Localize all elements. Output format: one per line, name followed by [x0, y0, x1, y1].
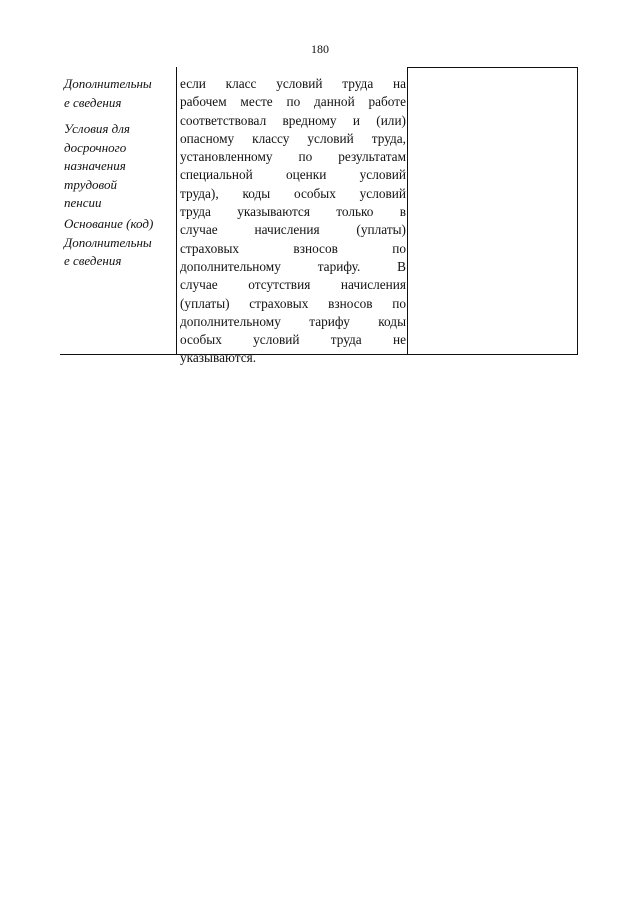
page-number: 180	[311, 42, 329, 56]
description-line: случае начисления (уплаты)	[180, 222, 406, 238]
description-text	[180, 75, 406, 368]
field-label-early-pension-conditions	[64, 120, 130, 213]
field-label-line: Основание (код)	[64, 216, 154, 231]
field-label-line: Дополнительны	[64, 234, 152, 250]
field-label-additional-info	[64, 75, 152, 112]
description-line: (уплаты) страховых взносов по	[180, 295, 406, 311]
table-cell-description	[176, 67, 407, 366]
description-line: труда), коды особых условий	[180, 185, 406, 201]
description-line: установленному по результатам	[180, 149, 406, 165]
field-label-line: Условия для	[64, 121, 130, 136]
description-line: случае отсутствия начисления	[180, 277, 406, 293]
description-line: дополнительному тарифу коды	[180, 313, 406, 329]
description-line: опасному классу условий труда,	[180, 130, 406, 146]
description-line: страховых взносов по	[180, 240, 406, 256]
description-line: указываются.	[180, 350, 257, 366]
table-cell-empty	[407, 67, 578, 355]
table-cell-field-name	[60, 67, 176, 355]
description-line: специальной оценки условий	[180, 167, 406, 183]
description-line: дополнительному тарифу. В	[180, 258, 406, 274]
field-label-line: досрочного	[64, 139, 127, 155]
field-label-line: пенсии	[64, 195, 102, 210]
field-label-line: е сведения	[64, 253, 122, 268]
field-label-line: назначения	[64, 158, 126, 173]
description-line: соответствовал вредному и (или)	[180, 112, 406, 128]
field-label-line: Дополнительны	[64, 76, 152, 91]
field-label-basis-code	[64, 215, 153, 271]
field-label-line: е сведения	[64, 94, 122, 110]
description-line: если класс условий труда на	[180, 76, 406, 91]
description-line: рабочем месте по данной работе	[180, 94, 406, 110]
description-line: труда указываются только в	[180, 204, 406, 220]
description-line: особых условий труда не	[180, 332, 406, 348]
field-label-line: трудовой	[64, 176, 117, 192]
